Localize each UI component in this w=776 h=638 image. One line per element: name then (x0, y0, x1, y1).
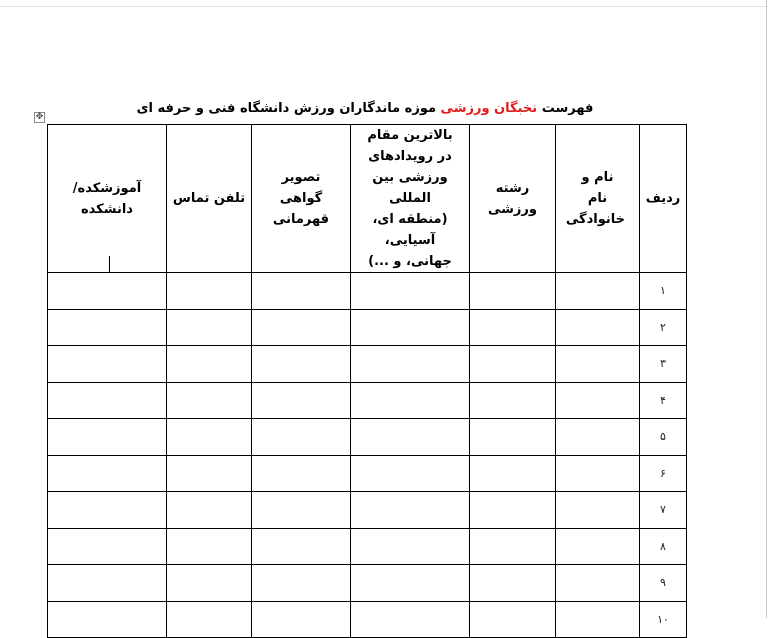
cell-highest-rank[interactable] (351, 273, 470, 310)
cell-certificate-image[interactable] (252, 455, 351, 492)
cell-full-name[interactable] (556, 492, 640, 529)
cell-full-name[interactable] (556, 382, 640, 419)
header-certificate-image: تصویر گواهی قهرمانی (252, 125, 351, 273)
cell-highest-rank[interactable] (351, 601, 470, 638)
row-number: ۷ (640, 492, 687, 529)
table-row (48, 455, 687, 492)
header-row (48, 125, 687, 273)
cell-phone[interactable] (167, 528, 252, 565)
table-row (48, 382, 687, 419)
cell-highest-rank[interactable] (351, 419, 470, 456)
cell-full-name[interactable] (556, 455, 640, 492)
cell-highest-rank[interactable] (351, 492, 470, 529)
cell-certificate-image[interactable] (252, 419, 351, 456)
cell-phone[interactable] (167, 492, 252, 529)
header-highest-rank: بالاترین مقام در رویدادهای ورزشی بین المللی (منطقه ای، آسیایی، جهانی، و ...) (351, 125, 470, 273)
table-row (48, 309, 687, 346)
text-cursor (109, 256, 110, 272)
title-suffix: موزه ماندگاران ورزش دانشگاه فنی و حرفه ای (136, 101, 437, 116)
cell-full-name[interactable] (556, 346, 640, 383)
cell-faculty[interactable] (48, 309, 167, 346)
title-highlight: نخبگان ورزشی (440, 101, 538, 116)
cell-faculty[interactable] (48, 419, 167, 456)
cell-faculty[interactable] (48, 601, 167, 638)
cell-sport[interactable] (470, 346, 556, 383)
cell-sport[interactable] (470, 382, 556, 419)
cell-full-name[interactable] (556, 273, 640, 310)
cell-full-name[interactable] (556, 528, 640, 565)
row-number: ۱ (640, 273, 687, 310)
cell-highest-rank[interactable] (351, 382, 470, 419)
cell-certificate-image[interactable] (252, 528, 351, 565)
header-row-number: ردیف (640, 125, 687, 273)
cell-faculty[interactable] (48, 273, 167, 310)
cell-sport[interactable] (470, 528, 556, 565)
title-prefix: فهرست (541, 101, 594, 116)
cell-phone[interactable] (167, 346, 252, 383)
table-row (48, 565, 687, 602)
table-row (48, 492, 687, 529)
cell-phone[interactable] (167, 309, 252, 346)
elite-athletes-table (47, 124, 687, 638)
cell-faculty[interactable] (48, 346, 167, 383)
cell-sport[interactable] (470, 492, 556, 529)
table-row (48, 528, 687, 565)
cell-certificate-image[interactable] (252, 601, 351, 638)
cell-sport[interactable] (470, 419, 556, 456)
row-number: ۲ (640, 309, 687, 346)
cell-highest-rank[interactable] (351, 346, 470, 383)
cell-faculty[interactable] (48, 528, 167, 565)
cell-full-name[interactable] (556, 601, 640, 638)
row-number: ۵ (640, 419, 687, 456)
cell-sport[interactable] (470, 565, 556, 602)
cell-phone[interactable] (167, 455, 252, 492)
document-title (120, 101, 610, 116)
row-number: ۳ (640, 346, 687, 383)
cell-phone[interactable] (167, 382, 252, 419)
table-row (48, 601, 687, 638)
header-phone: تلفن تماس (167, 125, 252, 273)
cell-certificate-image[interactable] (252, 309, 351, 346)
row-number: ۸ (640, 528, 687, 565)
cell-faculty[interactable] (48, 382, 167, 419)
cell-full-name[interactable] (556, 309, 640, 346)
cell-sport[interactable] (470, 273, 556, 310)
row-number: ۹ (640, 565, 687, 602)
cell-phone[interactable] (167, 273, 252, 310)
row-number: ۶ (640, 455, 687, 492)
cell-certificate-image[interactable] (252, 273, 351, 310)
page-top-edge (0, 6, 766, 7)
cell-sport[interactable] (470, 601, 556, 638)
cell-faculty[interactable] (48, 455, 167, 492)
cell-certificate-image[interactable] (252, 382, 351, 419)
cell-faculty[interactable] (48, 565, 167, 602)
page-right-edge (766, 0, 767, 618)
cell-highest-rank[interactable] (351, 565, 470, 602)
cell-phone[interactable] (167, 565, 252, 602)
table-row (48, 419, 687, 456)
header-faculty: آموزشکده/دانشکده (48, 125, 167, 273)
table-row (48, 346, 687, 383)
cell-full-name[interactable] (556, 565, 640, 602)
row-number: ۱۰ (640, 601, 687, 638)
table-row (48, 273, 687, 310)
cell-phone[interactable] (167, 419, 252, 456)
cell-faculty[interactable] (48, 492, 167, 529)
cell-certificate-image[interactable] (252, 565, 351, 602)
header-sport: رشته ورزشی (470, 125, 556, 273)
move-arrows-icon[interactable]: ✥ (35, 112, 44, 122)
cell-highest-rank[interactable] (351, 455, 470, 492)
cell-certificate-image[interactable] (252, 492, 351, 529)
cell-certificate-image[interactable] (252, 346, 351, 383)
cell-sport[interactable] (470, 309, 556, 346)
row-number: ۴ (640, 382, 687, 419)
cell-highest-rank[interactable] (351, 528, 470, 565)
cell-sport[interactable] (470, 455, 556, 492)
cell-phone[interactable] (167, 601, 252, 638)
cell-highest-rank[interactable] (351, 309, 470, 346)
header-full-name: نام و نام خانوادگی (556, 125, 640, 273)
cell-full-name[interactable] (556, 419, 640, 456)
